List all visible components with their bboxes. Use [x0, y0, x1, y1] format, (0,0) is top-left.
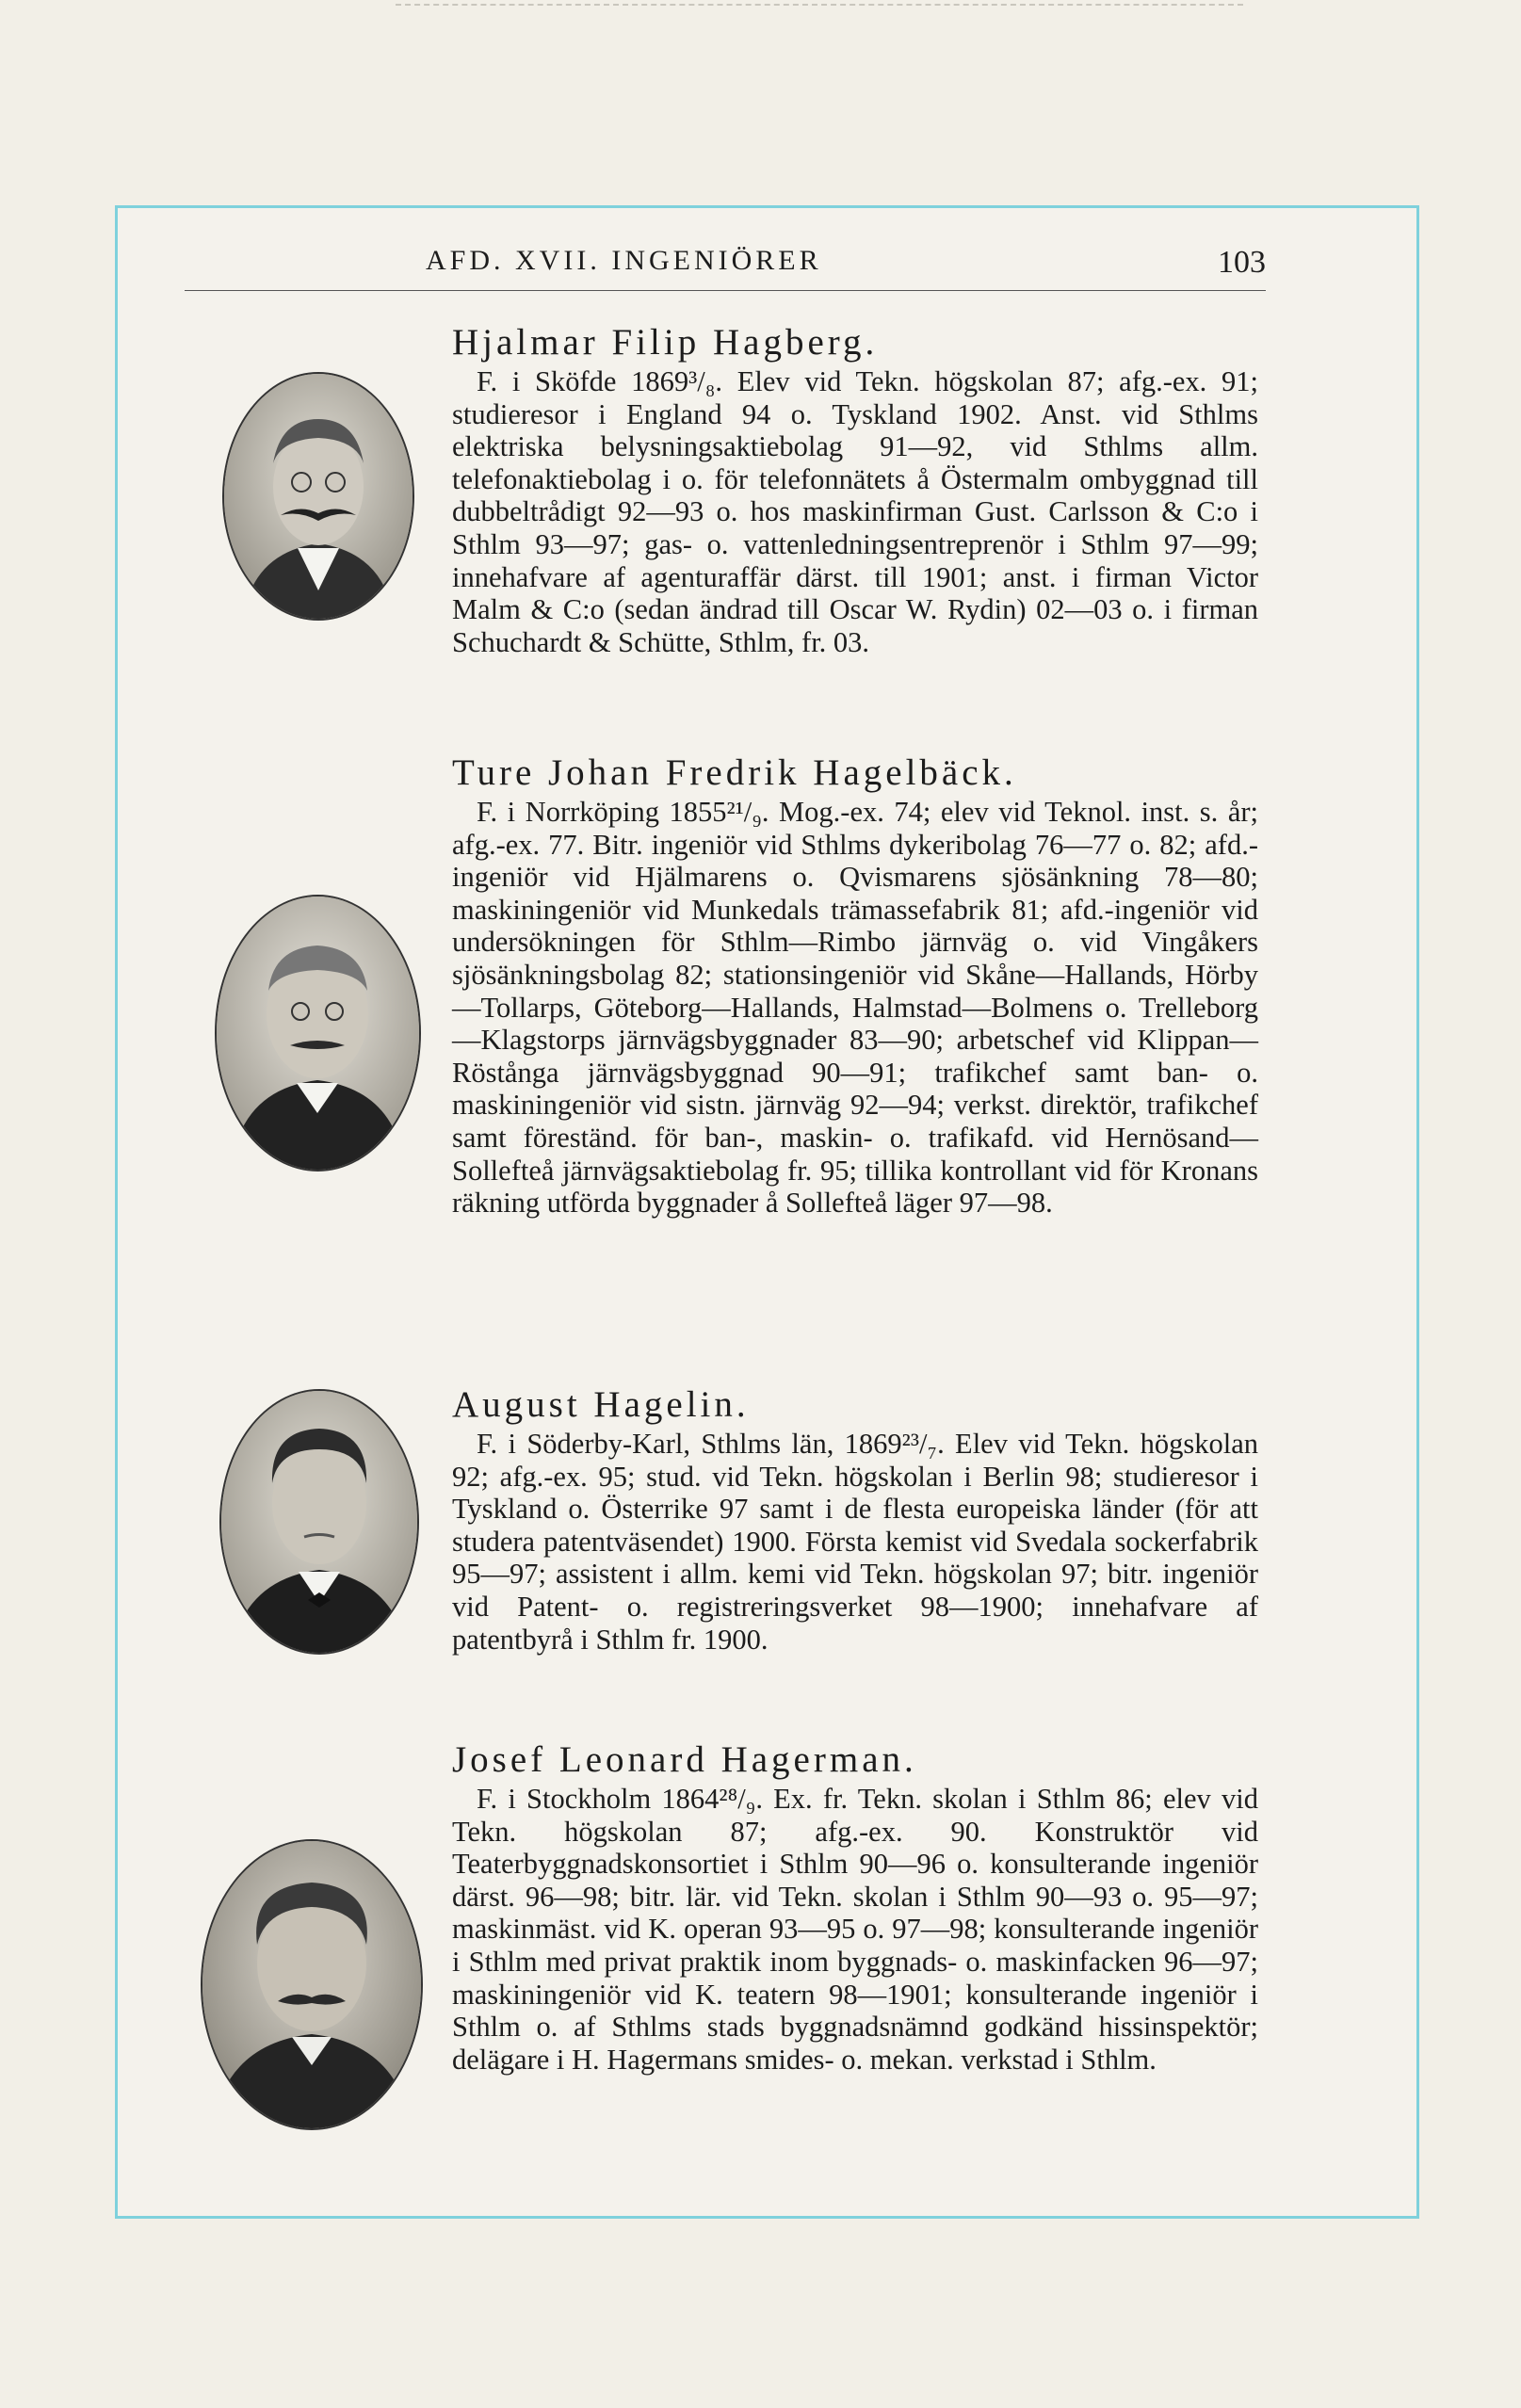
entry-name: August Hagelin. [452, 1384, 750, 1425]
portrait-hagerman [201, 1839, 423, 2130]
entry-hagberg [452, 320, 1258, 658]
entry-name: Josef Leonard Hagerman. [452, 1739, 917, 1780]
entry-hagelin [452, 1382, 1258, 1656]
page-number: 103 [1218, 245, 1266, 280]
portrait-hagelback [215, 895, 421, 1172]
entry-hagerman [452, 1737, 1258, 2076]
scan-edge-mark [396, 4, 1243, 6]
entry-text: F. i Stockholm 1864²⁸/₉. Ex. fr. Tekn. skolan i Sthlm 86; elev vid Tekn. högskolan 87; afg.-ex. 90. Konstruktör vid Teaterbyggnadskonsortiet i Sthlm 90—96 o. konsulterande ingeniör därst. 96—98; bitr. lär. vid Tekn. skolan i Sthlm 90—93 o. 95—97; maskinmäst. vid K. operan 93—95 o. 97—98; konsulterande ingeniör i Sthlm med privat praktik inom byggnads- o. maskinfacken 96—97; maskiningeniör vid K. teatern 98—1901; konsulterande ingeniör i Sthlm o. af Sthlms stads byggnadsnämnd godkänd hissinspektör; delägare i H. Hagermans smides- o. mekan. verkstad i Sthlm. [452, 1783, 1258, 2076]
section-title: AFD. XVII. INGENIÖRER [426, 245, 822, 276]
entry-name: Ture Johan Fredrik Hagelbäck. [452, 752, 1017, 793]
portrait-hagberg [222, 372, 414, 621]
running-header [185, 243, 1266, 291]
entry-text: F. i Norrköping 1855²¹/₉. Mog.-ex. 74; elev vid Teknol. inst. s. år; afg.-ex. 77. Bitr. ingeniör vid Sthlms dykeribolag 76—77 o. 82; afd.-ingeniör vid Hjälmarens o. Qvismarens sjösänkning 78—80; maskiningeniör vid Munkedals trämassefabrik 81; afd.-ingeniör vid undersökningen för Sthlm—Rimbo järnväg o. vid Vingåkers sjösänkningsbolag 82; stationsingeniör vid Skåne—Hallands, Hörby—Tollarps, Göteborg—Hallands, Halmstad—Bolmens o. Trelleborg—Klagstorps järnvägsbyggnader 83—90; arbetschef vid Klippan—Röstånga järnvägsbyggnad 90—91; trafikchef samt ban- o. maskiningeniör vid sistn. järnväg 92—94; verkst. direktör, trafikchef samt föreständ. för ban-, maskin- o. trafikafd. vid Hernösand—Sollefteå järnvägsaktiebolag fr. 95; tillika kontrollant vid för Kronans räkning utförda byggnader å Sollefteå läger 97—98. [452, 796, 1258, 1220]
entry-text: F. i Sköfde 1869³/₈. Elev vid Tekn. högskolan 87; afg.-ex. 91; studieresor i England 94 o. Tyskland 1902. Anst. vid Sthlms elektriska belysningsaktiebolag 91—92, vid Sthlms allm. telefonaktiebolag i o. för telefonnätets å Östermalm ombyggnad till dubbeltrådigt 92—93 o. hos maskinfirman Gust. Carlsson & C:o i Sthlm 93—97; gas- o. vattenledningsentreprenör i Sthlm 97—99; innehafvare af agenturaffär därst. till 1901; anst. i firman Victor Malm & C:o (sedan ändrad till Oscar W. Rydin) 02—03 o. i firman Schuchardt & Schütte, Sthlm, fr. 03. [452, 365, 1258, 658]
portrait-hagelin [219, 1389, 419, 1655]
entry-text: F. i Söderby-Karl, Sthlms län, 1869²³/₇. Elev vid Tekn. högskolan 92; afg.-ex. 95; stud. vid Tekn. högskolan i Berlin 98; studieresor i Tyskland o. Österrike 97 samt i de flesta europeiska länder (för att studera patentväsendet) 1900. Första kemist vid Svedala sockerfabrik 95—97; assistent i allm. kemi vid Tekn. högskolan 97; bitr. ingeniör vid Patent- o. registreringsverket 98—1900; innehafvare af patentbyrå i Sthlm fr. 1900. [452, 1428, 1258, 1656]
entry-name: Hjalmar Filip Hagberg. [452, 322, 879, 363]
entry-hagelback [452, 751, 1258, 1220]
